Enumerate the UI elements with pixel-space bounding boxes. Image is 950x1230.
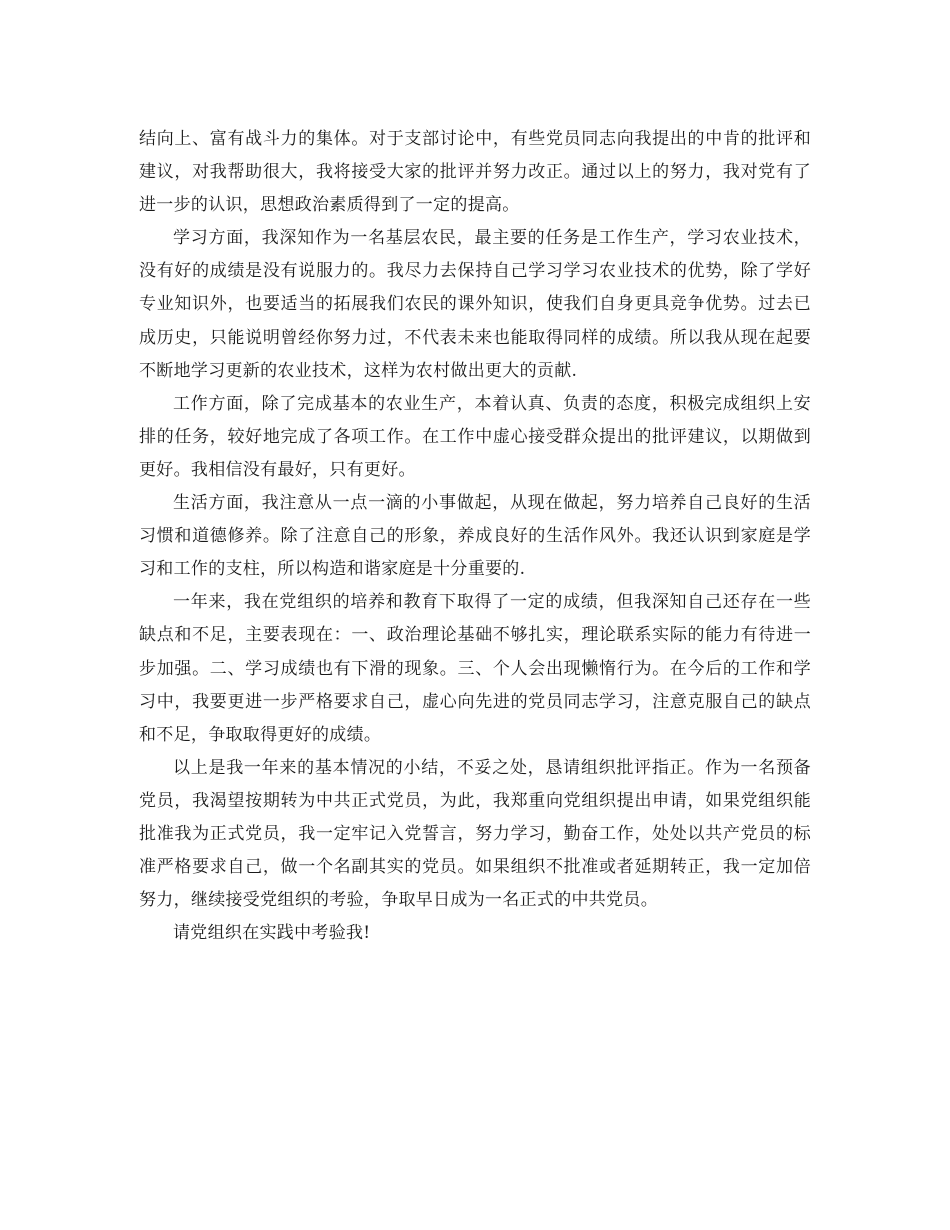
paragraph-study: 学习方面，我深知作为一名基层农民，最主要的任务是工作生产，学习农业技术，没有好的成绩是没有说服力的。我尽力去保持自己学习学习农业技术的优势，除了学好专业知识外，也要适当的拓展我们农民的课外知识，使我们自身更具竞争优势。过去已成历史，只能说明曾经你努力过，不代表未来也能取得同样的成绩。所以我从现在起要不断地学习更新的农业技术，这样为农村做出更大的贡献. xyxy=(139,228,811,381)
paragraph-shortcomings: 一年来，我在党组织的培养和教育下取得了一定的成绩，但我深知自己还存在一些缺点和不足，主要表现在：一、政治理论基础不够扎实，理论联系实际的能力有待进一步加强。二、学习成绩也有下滑的现象。三、个人会出现懒惰行为。在今后的工作和学习中，我要更进一步严格要求自己，虚心向先进的党员同志学习，注意克服自己的缺点和不足，争取取得更好的成绩。 xyxy=(139,592,811,745)
paragraph-summary: 以上是我一年来的基本情况的小结，不妥之处，恳请组织批评指正。作为一名预备党员，我渴望按期转为中共正式党员，为此，我郑重向党组织提出申请，如果党组织能批准我为正式党员，我一定牢记入党誓言，努力学习，勤奋工作，处处以共产党员的标准严格要求自己，做一个名副其实的党员。如果组织不批准或者延期转正，我一定加倍努力，继续接受党组织的考验，争取早日成为一名正式的中共党员。 xyxy=(139,757,811,911)
paragraph-closing: 请党组织在实践中考验我! xyxy=(173,923,371,944)
paragraph-continuation: 结向上、富有战斗力的集体。对于支部讨论中，有些党员同志向我提出的中肯的批评和建议，对我帮助很大，我将接受大家的批评并努力改正。通过以上的努力，我对党有了进一步的认识，思想政治素质得到了一定的提高。 xyxy=(139,129,811,216)
document-body xyxy=(139,123,811,950)
paragraph-work: 工作方面，除了完成基本的农业生产，本着认真、负责的态度，积极完成组织上安排的任务，较好地完成了各项工作。在工作中虚心接受群众提出的批评建议，以期做到更好。我相信没有最好，只有更好。 xyxy=(139,393,811,480)
paragraph-life: 生活方面，我注意从一点一滴的小事做起，从现在做起，努力培养自己良好的生活习惯和道德修养。除了注意自己的形象，养成良好的生活作风外。我还认识到家庭是学习和工作的支柱，所以构造和谐家庭是十分重要的. xyxy=(139,493,811,580)
